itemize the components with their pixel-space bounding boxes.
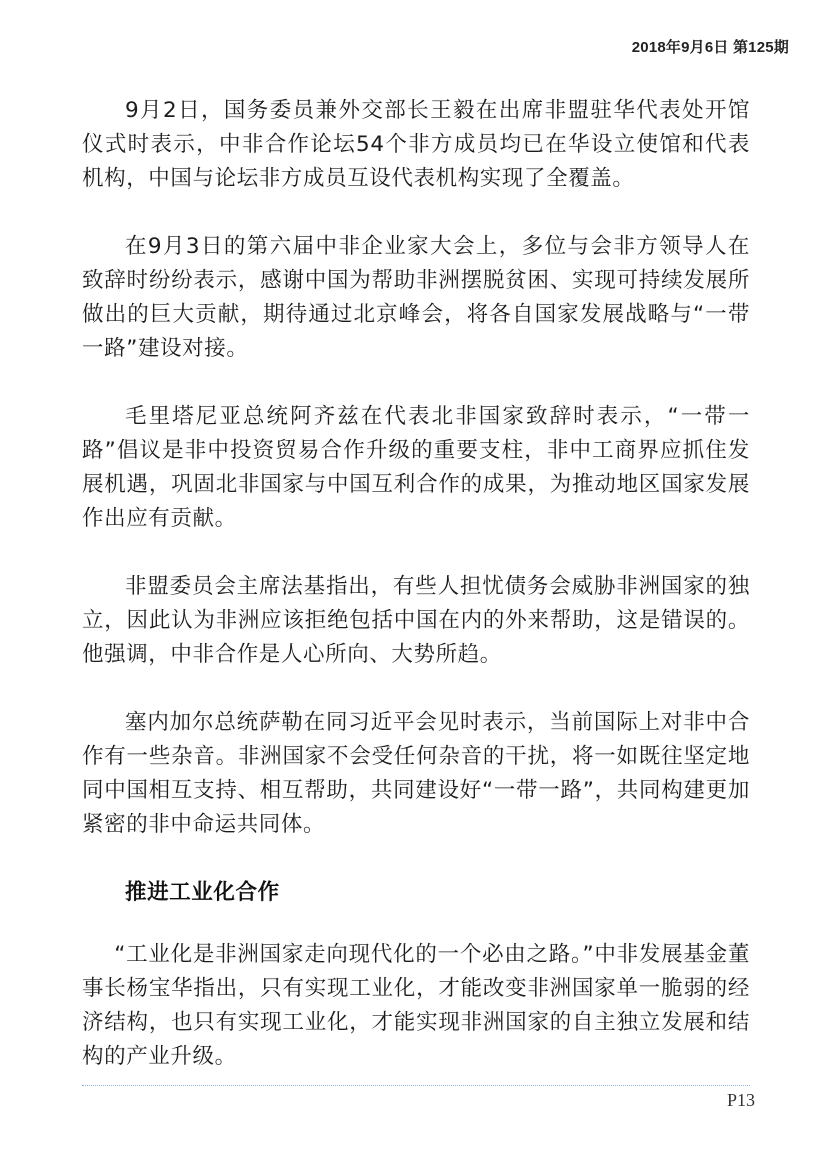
paragraph-3: 毛里塔尼亚总统阿齐兹在代表北非国家致辞时表示，“一带一路”倡议是非中投资贸易合作升级的重要支柱，非中工商界应抓住发展机遇，巩固北非国家与中国互利合作的成果，为推动地区国家发展作出应有贡献。 (82, 404, 750, 531)
paragraph-2: 在9月3日的第六届中非企业家大会上，多位与会非方领导人在致辞时纷纷表示，感谢中国为帮助非洲摆脱贫困、实现可持续发展所做出的巨大贡献，期待通过北京峰会，将各自国家发展战略与“一带一路”建设对接。 (82, 234, 750, 361)
section-paragraph: “工业化是非洲国家走向现代化的一个必由之路。”中非发展基金董事长杨宝华指出，只有实现工业化，才能改变非洲国家单一脆弱的经济结构，也只有实现工业化，才能实现非洲国家的自主独立发展和结构的产业升级。 (82, 942, 750, 1069)
issue-date: 2018年9月6日 第125期 (631, 39, 789, 56)
footer-divider (82, 1085, 750, 1086)
article-body (82, 94, 750, 1108)
paragraph-4: 非盟委员会主席法基指出，有些人担忧债务会威胁非洲国家的独立，因此认为非洲应该拒绝包括中国在内的外来帮助，这是错误的。他强调，中非合作是人心所向、大势所趋。 (82, 574, 750, 667)
paragraph-5: 塞内加尔总统萨勒在同习近平会见时表示，当前国际上对非中合作有一些杂音。非洲国家不会受任何杂音的干扰，将一如既往坚定地同中国相互支持、相互帮助，共同建设好“一带一路”，共同构建更加紧密的非中命运共同体。 (82, 710, 750, 837)
paragraph-1: 9月2日，国务委员兼外交部长王毅在出席非盟驻华代表处开馆仪式时表示，中非合作论坛54个非方成员均已在华设立使馆和代表机构，中国与论坛非方成员互设代表机构实现了全覆盖。 (82, 98, 750, 191)
page-number: P13 (726, 1090, 755, 1110)
section-heading: 推进工业化合作 (125, 880, 280, 905)
